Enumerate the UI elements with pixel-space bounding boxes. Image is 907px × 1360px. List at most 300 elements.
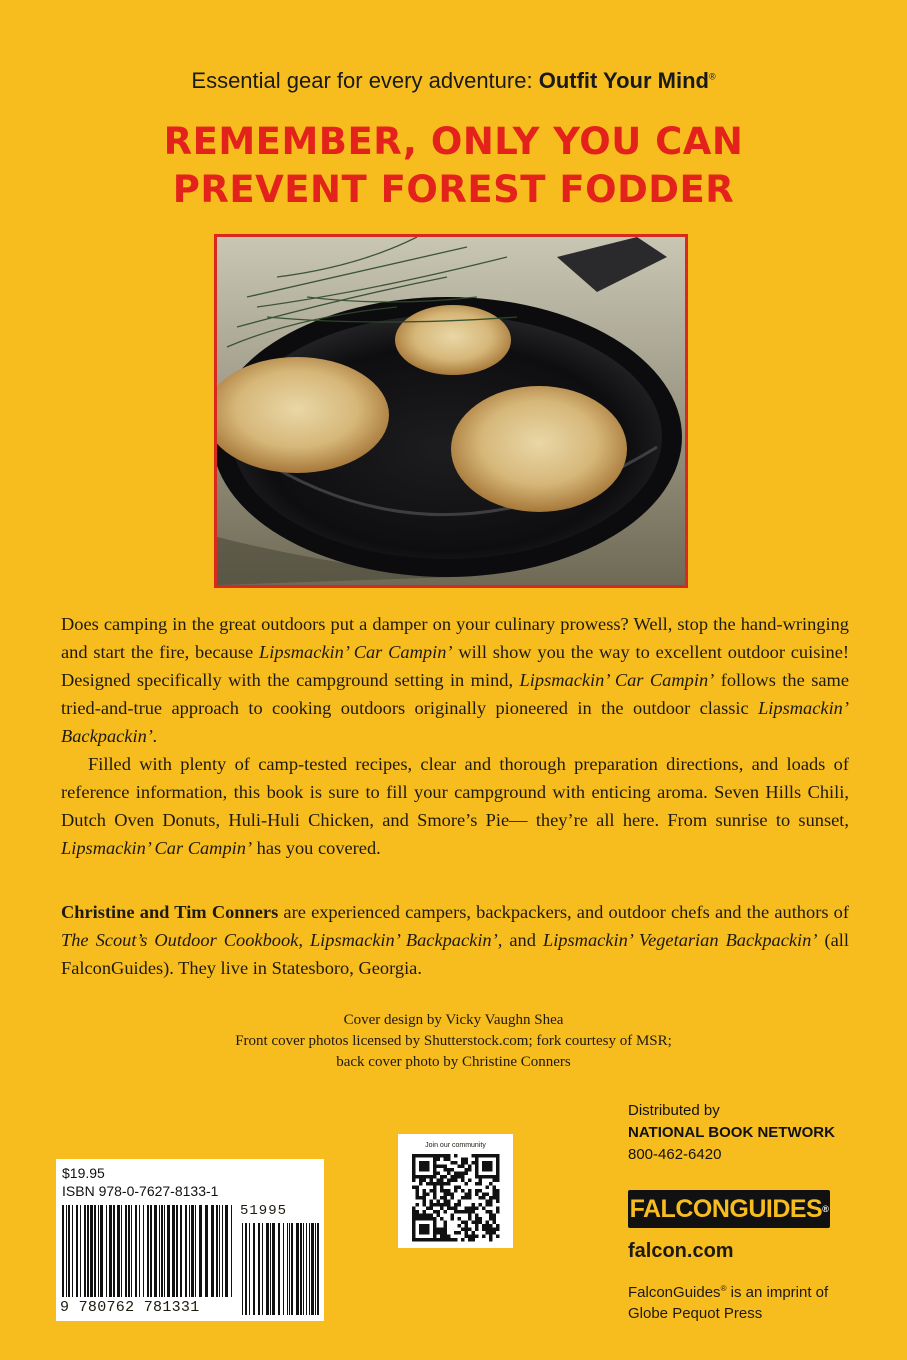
qr-module (465, 1228, 469, 1232)
qr-module (468, 1179, 472, 1183)
addon-bar (245, 1223, 247, 1315)
qr-module (479, 1221, 483, 1225)
qr-module (486, 1168, 490, 1172)
qr-module (489, 1154, 493, 1158)
qr-module (475, 1224, 479, 1228)
book-description (61, 610, 849, 862)
qr-module (412, 1224, 416, 1228)
qr-module (482, 1193, 486, 1197)
credit-line-3: back cover photo by Christine Conners (336, 1054, 571, 1070)
qr-module (444, 1189, 448, 1193)
qr-module (458, 1175, 462, 1179)
qr-module (454, 1210, 458, 1214)
qr-module (423, 1193, 427, 1197)
qr-module (444, 1158, 448, 1162)
qr-module (486, 1175, 490, 1179)
qr-module (489, 1217, 493, 1221)
addon-bar (242, 1223, 243, 1315)
qr-module (444, 1165, 448, 1169)
qr-module (433, 1224, 437, 1228)
barcode-bar (164, 1205, 165, 1297)
qr-module (486, 1221, 490, 1225)
qr-module (419, 1231, 423, 1235)
qr-module (489, 1182, 493, 1186)
qr-module (468, 1210, 472, 1214)
qr-module (444, 1196, 448, 1200)
qr-module (433, 1175, 437, 1179)
qr-module (458, 1217, 462, 1221)
qr-module (433, 1182, 437, 1186)
qr-module (444, 1238, 448, 1242)
barcode-bar (72, 1205, 73, 1297)
qr-module (451, 1175, 455, 1179)
qr-module (430, 1175, 434, 1179)
qr-module (430, 1179, 434, 1183)
qr-module (461, 1228, 465, 1232)
barcode-bar (80, 1205, 81, 1297)
qr-module (479, 1175, 483, 1179)
qr-module (437, 1165, 441, 1169)
qr-module (419, 1182, 423, 1186)
barcode-bar (205, 1205, 208, 1297)
qr-module (416, 1210, 420, 1214)
addon-bar (317, 1223, 319, 1315)
qr-module (412, 1214, 416, 1218)
qr-module (447, 1154, 451, 1158)
qr-module (444, 1193, 448, 1197)
qr-module (461, 1196, 465, 1200)
qr-module (465, 1158, 469, 1162)
qr-module (468, 1207, 472, 1211)
qr-module (430, 1154, 434, 1158)
qr-module (461, 1172, 465, 1176)
qr-module (472, 1207, 476, 1211)
qr-module (496, 1189, 500, 1193)
qr-module (444, 1221, 448, 1225)
price-addon-code: 51995 (240, 1203, 288, 1219)
qr-module (440, 1228, 444, 1232)
qr-module (482, 1175, 486, 1179)
qr-module (451, 1214, 455, 1218)
qr-module (475, 1235, 479, 1239)
addon-bar (253, 1223, 255, 1315)
barcode-bar (139, 1205, 140, 1297)
qr-module (468, 1165, 472, 1169)
qr-module (475, 1161, 479, 1165)
qr-module (465, 1224, 469, 1228)
text-run: and (502, 930, 543, 950)
qr-module (423, 1228, 427, 1232)
qr-module (419, 1217, 423, 1221)
isbn-number: ISBN 978-0-7627-8133-1 (62, 1183, 219, 1199)
qr-module (444, 1235, 448, 1239)
qr-module (430, 1238, 434, 1242)
qr-module (440, 1231, 444, 1235)
price: $19.95 (62, 1165, 105, 1181)
qr-module (423, 1161, 427, 1165)
addon-bar (303, 1223, 304, 1315)
qr-module (475, 1182, 479, 1186)
barcode-bar (159, 1205, 160, 1297)
qr-module (419, 1165, 423, 1169)
qr-module (454, 1207, 458, 1211)
qr-module (493, 1175, 497, 1179)
qr-module (433, 1154, 437, 1158)
qr-module (433, 1210, 437, 1214)
qr-module (496, 1179, 500, 1183)
barcode-digits: 9 780762 781331 (60, 1299, 200, 1316)
qr-module (496, 1193, 500, 1197)
qr-module (475, 1228, 479, 1232)
qr-module (440, 1175, 444, 1179)
barcode-bar (68, 1205, 70, 1297)
qr-module (437, 1154, 441, 1158)
qr-module (489, 1224, 493, 1228)
qr-module (482, 1154, 486, 1158)
text-run: are experienced campers, backpackers, and outdoor chefs and the authors of (278, 902, 849, 922)
qr-module (461, 1165, 465, 1169)
qr-module (489, 1238, 493, 1242)
addon-bar (296, 1223, 299, 1315)
qr-module (433, 1238, 437, 1242)
qr-module (440, 1238, 444, 1242)
qr-module (451, 1161, 455, 1165)
qr-module (468, 1214, 472, 1218)
qr-module (451, 1238, 455, 1242)
qr-module (461, 1179, 465, 1183)
qr-module (493, 1221, 497, 1225)
barcode-bar (172, 1205, 175, 1297)
qr-module (412, 1168, 416, 1172)
qr-module (440, 1179, 444, 1183)
qr-module (423, 1231, 427, 1235)
qr-module (475, 1154, 479, 1158)
qr-module (412, 1179, 416, 1183)
barcode-bar (167, 1205, 170, 1297)
qr-module (472, 1235, 476, 1239)
qr-module (426, 1207, 430, 1211)
qr-module (419, 1154, 423, 1158)
qr-module (419, 1214, 423, 1218)
addon-bar (309, 1223, 310, 1315)
qr-module (486, 1165, 490, 1169)
text-run: Lipsmackin’ Car Campin’ (519, 670, 715, 690)
qr-module (486, 1161, 490, 1165)
qr-module (426, 1217, 430, 1221)
qr-module (451, 1193, 455, 1197)
qr-module (479, 1196, 483, 1200)
qr-module (486, 1228, 490, 1232)
text-run: Does camping in the great outdoors put a damper on your culinary prowess? Well, stop the hand-wringing and start the fire, because (61, 614, 849, 662)
qr-module (482, 1224, 486, 1228)
imprint-note (628, 1278, 828, 1324)
qr-module (489, 1210, 493, 1214)
falconguides-logo-reg: ® (822, 1204, 829, 1214)
qr-module (423, 1196, 427, 1200)
qr-module (472, 1231, 476, 1235)
qr-module (447, 1203, 451, 1207)
qr-module (440, 1186, 444, 1190)
barcode-bars (56, 1159, 324, 1321)
qr-module (454, 1186, 458, 1190)
qr-module (493, 1217, 497, 1221)
qr-module (486, 1200, 490, 1204)
qr-module (465, 1168, 469, 1172)
qr-module (479, 1182, 483, 1186)
barcode-bar (189, 1205, 190, 1297)
qr-module (451, 1179, 455, 1183)
qr-module (426, 1161, 430, 1165)
qr-module (496, 1224, 500, 1228)
barcode-bar (143, 1205, 144, 1297)
text-run: will show you the way to excellent outdoor cuisine! Designed specifically with the campground setting in mind, (61, 642, 849, 690)
barcode-bar (128, 1205, 130, 1297)
qr-module (412, 1235, 416, 1239)
qr-module (444, 1210, 448, 1214)
qr-module (437, 1231, 441, 1235)
barcode-bar (222, 1205, 223, 1297)
qr-module (426, 1154, 430, 1158)
addon-bar (289, 1223, 290, 1315)
qr-module (419, 1238, 423, 1242)
qr-module (437, 1214, 441, 1218)
qr-module (423, 1238, 427, 1242)
qr-module (426, 1193, 430, 1197)
qr-module (468, 1193, 472, 1197)
qr-module (419, 1175, 423, 1179)
qr-module (479, 1203, 483, 1207)
qr-module (444, 1182, 448, 1186)
barcode-bar (219, 1205, 220, 1297)
qr-module (447, 1200, 451, 1204)
text-run: follows the same tried-and-true approach to cooking outdoors originally pioneered in the outdoor classic (61, 670, 849, 718)
barcode-bar (98, 1205, 99, 1297)
qr-module (486, 1224, 490, 1228)
qr-module (433, 1231, 437, 1235)
qr-module (472, 1221, 476, 1225)
qr-module (486, 1186, 490, 1190)
qr-module (468, 1238, 472, 1242)
qr-module (433, 1228, 437, 1232)
qr-module (482, 1196, 486, 1200)
qr-module (423, 1210, 427, 1214)
barcode-bar (100, 1205, 103, 1297)
qr-module (437, 1182, 441, 1186)
barcode-bar (199, 1205, 202, 1297)
barcode-bar (180, 1205, 182, 1297)
qr-module (430, 1203, 434, 1207)
qr-module (475, 1172, 479, 1176)
qr-module (465, 1196, 469, 1200)
qr-module (444, 1168, 448, 1172)
barcode-bar (154, 1205, 157, 1297)
qr-module (412, 1154, 416, 1158)
qr-module (437, 1238, 441, 1242)
qr-module (454, 1231, 458, 1235)
qr-module (412, 1172, 416, 1176)
qr-module (426, 1175, 430, 1179)
qr-module (447, 1168, 451, 1172)
qr-module (489, 1231, 493, 1235)
qr-module (468, 1168, 472, 1172)
addon-bar (272, 1223, 275, 1315)
qr-module (465, 1235, 469, 1239)
qr-module (433, 1221, 437, 1225)
tagline (0, 68, 907, 94)
qr-module (444, 1231, 448, 1235)
qr-module (496, 1175, 500, 1179)
qr-label: Join our community (425, 1142, 486, 1149)
qr-module (447, 1235, 451, 1239)
qr-module (416, 1238, 420, 1242)
barcode-bar (195, 1205, 196, 1297)
qr-module (440, 1235, 444, 1239)
qr-module (430, 1217, 434, 1221)
barcode-bar (113, 1205, 115, 1297)
qr-module (437, 1200, 441, 1204)
qr-module (465, 1182, 469, 1186)
qr-module (433, 1168, 437, 1172)
qr-module (440, 1196, 444, 1200)
qr-module (433, 1217, 437, 1221)
addon-bar (291, 1223, 293, 1315)
barcode-bar (135, 1205, 137, 1297)
qr-module (454, 1179, 458, 1183)
qr-module (416, 1186, 420, 1190)
qr-module (444, 1175, 448, 1179)
tagline-brand: Outfit Your Mind (538, 68, 709, 93)
qr-module (416, 1175, 420, 1179)
qr-module (472, 1154, 476, 1158)
text-run: (all FalconGuides). They live in Statesboro, Georgia. (61, 930, 850, 978)
qr-module (447, 1189, 451, 1193)
barcode-bar (121, 1205, 122, 1297)
addon-bar (306, 1223, 307, 1315)
qr-module (472, 1210, 476, 1214)
qr-module (440, 1203, 444, 1207)
qr-module (475, 1175, 479, 1179)
qr-module (426, 1238, 430, 1242)
addon-bar (249, 1223, 250, 1315)
qr-module (475, 1189, 479, 1193)
qr-module (440, 1217, 444, 1221)
qr-module (479, 1217, 483, 1221)
qr-module (430, 1200, 434, 1204)
headline-line-1: REMEMBER, ONLY YOU CAN (163, 120, 744, 163)
qr-module (482, 1235, 486, 1239)
qr-module (475, 1193, 479, 1197)
qr-module (468, 1196, 472, 1200)
addon-bar (278, 1223, 280, 1315)
qr-module (440, 1207, 444, 1211)
qr-module (493, 1186, 497, 1190)
distributor-line: Distributed by (628, 1102, 720, 1119)
tagline-prefix: Essential gear for every adventure: (191, 68, 533, 93)
qr-module (458, 1172, 462, 1176)
text-run: Lipsmackin’ Car Campin’ (259, 642, 453, 662)
qr-module (440, 1182, 444, 1186)
barcode-bar (84, 1205, 86, 1297)
qr-module (496, 1235, 500, 1239)
text-run: has you covered. (252, 838, 381, 858)
qr-module (458, 1224, 462, 1228)
qr-module (461, 1158, 465, 1162)
barcode-bar (147, 1205, 149, 1297)
text-run: Lipsmackin’ Vegetarian Backpackin’ (542, 930, 818, 950)
qr-module (426, 1231, 430, 1235)
qr-module (426, 1214, 430, 1218)
qr-module (458, 1203, 462, 1207)
qr-module (468, 1235, 472, 1239)
qr-module (461, 1221, 465, 1225)
addon-bar (287, 1223, 288, 1315)
barcode-bar (185, 1205, 187, 1297)
qr-module (486, 1193, 490, 1197)
qr-module (433, 1196, 437, 1200)
qr-module (468, 1189, 472, 1193)
qr-module (454, 1189, 458, 1193)
qr-module (447, 1172, 451, 1176)
barcode-bar (125, 1205, 127, 1297)
qr-module (416, 1196, 420, 1200)
qr-module (416, 1203, 420, 1207)
qr-module (475, 1165, 479, 1169)
qr-module (447, 1238, 451, 1242)
qr-module (489, 1175, 493, 1179)
barcode-bar (176, 1205, 178, 1297)
text-run: Lipsmackin’ Car Campin’ (61, 838, 253, 858)
qr-module (447, 1182, 451, 1186)
barcode-bar (109, 1205, 112, 1297)
description-paragraph-1 (61, 610, 849, 750)
qr-module (496, 1196, 500, 1200)
qr-module (454, 1154, 458, 1158)
qr-module (475, 1158, 479, 1162)
qr-module (412, 1207, 416, 1211)
qr-module (437, 1228, 441, 1232)
qr-module (433, 1161, 437, 1165)
barcode-bar (87, 1205, 89, 1297)
qr-module (489, 1196, 493, 1200)
qr-module (468, 1228, 472, 1232)
qr-module (419, 1196, 423, 1200)
qr-module (496, 1165, 500, 1169)
qr-module (447, 1193, 451, 1197)
addon-bar (315, 1223, 316, 1315)
qr-module (419, 1179, 423, 1183)
qr-module (444, 1200, 448, 1204)
qr-module (416, 1193, 420, 1197)
qr-module (423, 1217, 427, 1221)
credit-line-2: Front cover photos licensed by Shutterstock.com; fork courtesy of MSR; (235, 1033, 672, 1049)
qr-module (412, 1186, 416, 1190)
qr-module (496, 1228, 500, 1232)
qr-module (493, 1228, 497, 1232)
barcode-bar (62, 1205, 64, 1297)
barcode-bar (225, 1205, 228, 1297)
qr-module (433, 1193, 437, 1197)
qr-module (419, 1168, 423, 1172)
qr-module (454, 1238, 458, 1242)
qr-module (493, 1231, 497, 1235)
qr-module (412, 1158, 416, 1162)
qr-module (433, 1235, 437, 1239)
qr-module (430, 1207, 434, 1211)
qr-module (461, 1210, 465, 1214)
qr-module (458, 1210, 462, 1214)
qr-module (496, 1154, 500, 1158)
skillet-photo-illustration (217, 237, 685, 585)
